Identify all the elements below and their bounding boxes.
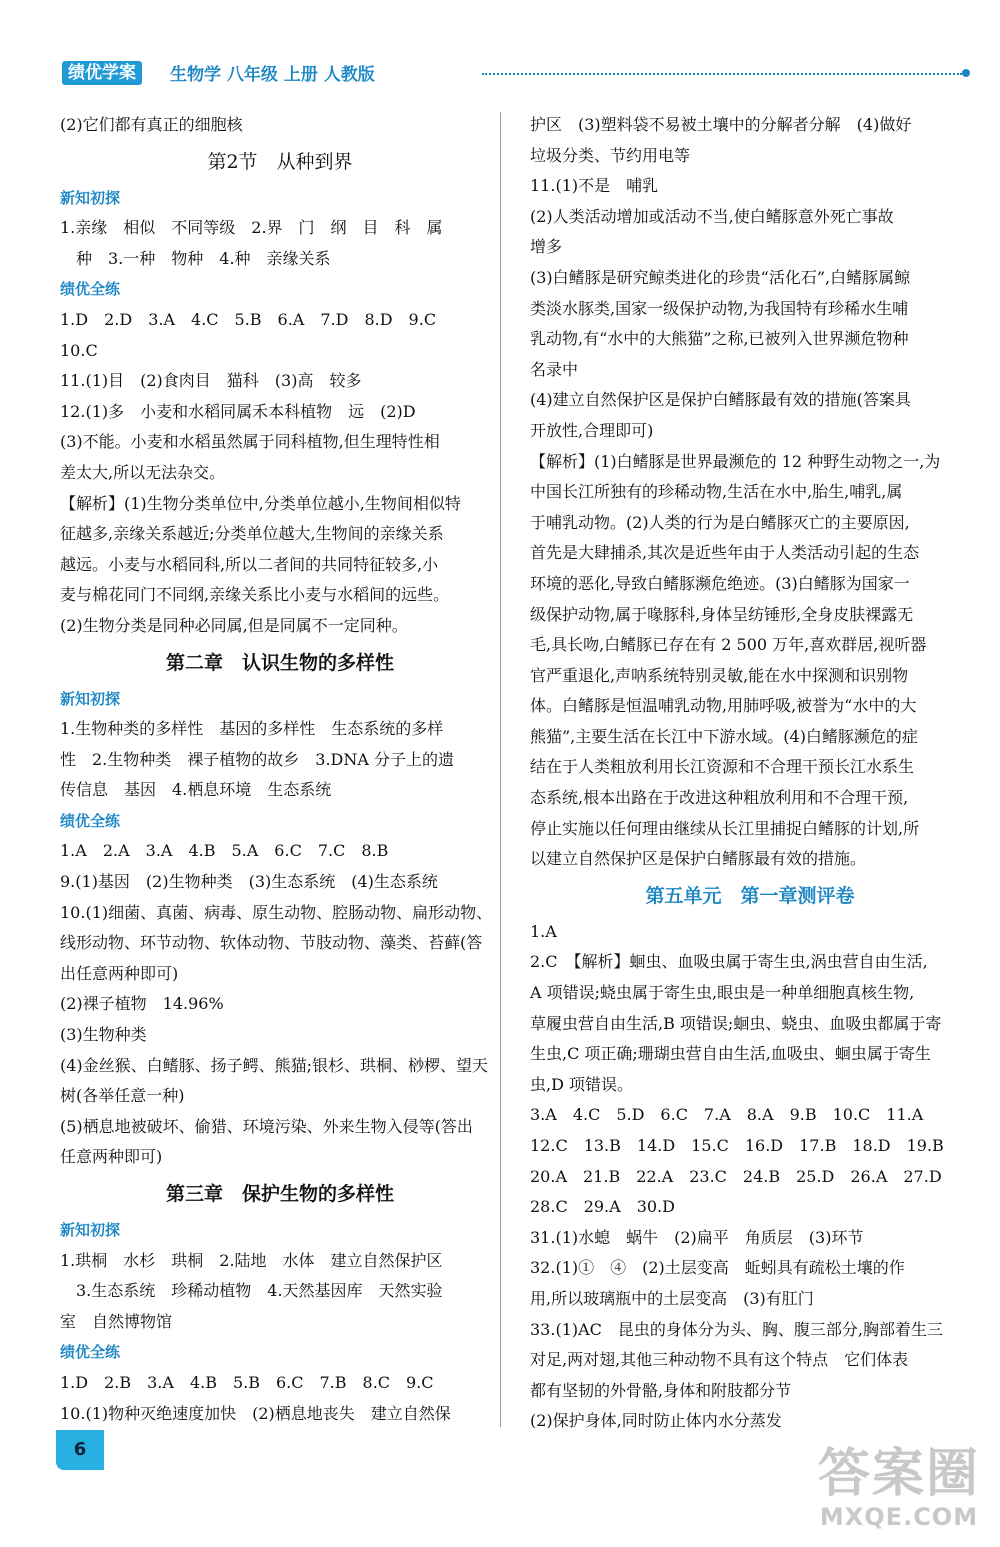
text-line: 1.A 2.A 3.A 4.B 5.A 6.C 7.C 8.B: [60, 841, 389, 861]
text-line: 11.(1)不是 哺乳: [530, 176, 659, 196]
text-line: (2)生物分类是同种必同属,但是同属不一定同种。: [60, 615, 408, 635]
text-line: 体。白鳍豚是恒温哺乳动物,用肺呼吸,被誉为“水中的大: [530, 696, 917, 716]
text-line: 用,所以玻璃瓶中的土层变高 (3)有肛门: [530, 1288, 814, 1308]
text-line: 32.(1)① ④ (2)土层变高 蚯蚓具有疏松土壤的作: [530, 1258, 905, 1278]
text-line: 1.A: [530, 921, 557, 941]
subsection-label: 绩优全练: [60, 280, 121, 299]
text-line: 出任意两种即可): [60, 963, 179, 983]
text-line: (3)生物种类: [60, 1025, 147, 1045]
text-line: 差太大,所以无法杂交。: [60, 462, 226, 482]
watermark-logo: 答案圈: [817, 1444, 980, 1504]
text-line: 1.D 2.B 3.A 4.B 5.B 6.C 7.B 8.C 9.C: [60, 1372, 434, 1392]
unit-heading: 第五单元 第一章测评卷: [645, 884, 855, 907]
text-line: 以建立自然保护区是保护白鳍豚最有效的措施。: [530, 849, 867, 869]
text-line: 中国长江所独有的珍稀动物,生活在水中,胎生,哺乳,属: [530, 482, 903, 502]
header-dot-end: [962, 69, 970, 77]
chapter-heading: 第三章 保护生物的多样性: [165, 1183, 394, 1205]
text-line: 官严重退化,声呐系统特别灵敏,能在水中探测和识别物: [530, 665, 909, 685]
text-line: 31.(1)水螅 蜗牛 (2)扁平 角质层 (3)环节: [530, 1227, 864, 1247]
text-line: 9.(1)基因 (2)生物种类 (3)生态系统 (4)生态系统: [60, 872, 438, 892]
text-line: 态系统,根本出路在于改进这种粗放利用和不合理干预,: [530, 788, 909, 808]
text-line: 护区 (3)塑料袋不易被土壤中的分解者分解 (4)做好: [530, 115, 912, 134]
text-line: 级保护动物,属于喙豚科,身体呈纺锤形,全身皮肤裸露无: [530, 604, 914, 624]
text-line: (4)建立自然保护区是保护白鳍豚最有效的措施(答案具: [530, 390, 911, 410]
column-divider: [500, 112, 501, 1427]
text-line: 虫,D 项错误。: [530, 1074, 634, 1094]
text-line: (2)它们都有真正的细胞核: [60, 115, 243, 134]
text-line: 室 自然博物馆: [60, 1311, 173, 1331]
text-line: (3)白鳍豚是研究鲸类进化的珍贵“活化石”,白鳍豚属鲸: [530, 267, 911, 287]
subsection-label: 绩优全练: [60, 1343, 121, 1362]
text-line: (2)裸子植物 14.96%: [60, 994, 224, 1014]
text-line: 【解析】(1)白鳍豚是世界最濒危的 12 种野生动物之一,为: [530, 451, 941, 471]
text-line: 增多: [530, 237, 563, 257]
page-header: [62, 58, 972, 88]
text-line: 【解析】(1)生物分类单位中,分类单位越小,生物间相似特: [60, 493, 461, 513]
text-line: 麦与棉花同门不同纲,亲缘关系比小麦与水稻间的远些。: [60, 585, 450, 605]
text-line: 草履虫营自由生活,B 项错误;蛔虫、蛲虫、血吸虫都属于寄: [530, 1013, 942, 1033]
text-line: 性 2.生物种类 裸子植物的故乡 3.DNA 分子上的遗: [60, 749, 455, 769]
text-line: 环境的恶化,导致白鳍豚濒危绝迹。(3)白鳍豚为国家一: [530, 573, 910, 593]
text-line: 传信息 基因 4.栖息环境 生态系统: [60, 780, 332, 800]
text-line: 停止实施以任何理由继续从长江里捕捉白鳍豚的计划,所: [530, 818, 920, 838]
chapter-heading: 第二章 认识生物的多样性: [165, 651, 394, 674]
text-line: 12.(1)多 小麦和水稻同属禾本科植物 远 (2)D: [60, 401, 416, 421]
text-line: 熊猫”,主要生活在长江中下游水域。(4)白鳍豚濒危的症: [530, 726, 918, 746]
text-line: 生虫,C 项正确;珊瑚虫营自由生活,血吸虫、蛔虫属于寄生: [530, 1044, 931, 1064]
text-line: (3)不能。小麦和水稻虽然属于同科植物,但生理特性相: [60, 432, 440, 452]
text-line: 33.(1)AC 昆虫的身体分为头、胸、腹三部分,胸部着生三: [530, 1319, 943, 1339]
text-line: 对足,两对翅,其他三种动物不具有这个特点 它们体表: [530, 1350, 909, 1370]
subsection-label: 绩优全练: [60, 811, 121, 830]
text-line: 3.生态系统 珍稀动植物 4.天然基因库 天然实验: [60, 1281, 443, 1301]
text-line: 11.(1)目 (2)食肉目 猫科 (3)高 较多: [60, 371, 362, 391]
text-line: 于哺乳动物。(2)人类的行为是白鳍豚灭亡的主要原因,: [530, 512, 910, 532]
text-line: 种 3.一种 物种 4.种 亲缘关系: [60, 248, 331, 268]
text-line: 20.A 21.B 22.A 23.C 24.B 25.D 26.A 27.D: [530, 1166, 942, 1186]
text-line: 名录中: [530, 359, 579, 379]
text-line: 1.亲缘 相似 不同等级 2.界 门 纲 目 科 属: [60, 218, 443, 238]
text-line: 树(各举任意一种): [60, 1086, 185, 1106]
text-line: 类淡水豚类,国家一级保护动物,为我国特有珍稀水生哺: [530, 298, 909, 318]
text-line: 开放性,合理即可): [530, 420, 654, 440]
text-line: 2.C 【解析】蛔虫、血吸虫属于寄生虫,涡虫营自由生活,: [530, 952, 928, 972]
text-line: (2)保护身体,同时防止体内水分蒸发: [530, 1411, 782, 1431]
text-line: 28.C 29.A 30.D: [530, 1197, 675, 1217]
text-line: 线形动物、环节动物、软体动物、节肢动物、藻类、苔藓(答: [60, 933, 483, 953]
watermark: [818, 1445, 980, 1531]
left-column: [60, 110, 500, 1429]
subsection-label: 新知初探: [60, 188, 121, 207]
text-line: 1.D 2.D 3.A 4.C 5.B 6.A 7.D 8.D 9.C: [60, 309, 437, 329]
text-line: 10.C: [60, 340, 98, 360]
text-line: 10.(1)细菌、真菌、病毒、原生动物、腔肠动物、扁形动物、: [60, 902, 493, 922]
text-line: 越远。小麦与水稻同科,所以二者间的共同特征较多,小: [60, 554, 439, 574]
text-line: 12.C 13.B 14.D 15.C 16.D 17.B 18.D 19.B: [530, 1136, 944, 1155]
page-number: 6: [56, 1430, 104, 1470]
text-line: (2)人类活动增加或活动不当,使白鳍豚意外死亡事故: [530, 206, 894, 226]
text-line: 任意两种即可): [60, 1147, 163, 1167]
text-line: 1.生物种类的多样性 基因的多样性 生态系统的多样: [60, 719, 444, 739]
book-title: 生物学 八年级 上册 人教版: [170, 65, 375, 85]
series-logo: 绩优学案: [62, 61, 142, 85]
text-line: A 项错误;蛲虫属于寄生虫,眼虫是一种单细胞真核生物,: [530, 983, 915, 1003]
text-line: 乳动物,有“水中的大熊猫”之称,已被列入世界濒危物种: [530, 329, 909, 349]
text-line: (5)栖息地被破坏、偷猎、环境污染、外来生物入侵等(答出: [60, 1116, 473, 1136]
right-column: [530, 110, 970, 1437]
text-line: 结在于人类粗放利用长江资源和不合理干预长江水系生: [530, 757, 915, 777]
text-line: 3.A 4.C 5.D 6.C 7.A 8.A 9.B 10.C 11.A: [530, 1105, 924, 1125]
text-line: 都有坚韧的外骨骼,身体和附肢都分节: [530, 1380, 792, 1400]
section-heading: 第2节 从种到界: [207, 150, 353, 173]
text-line: 征越多,亲缘关系越近;分类单位越大,生物间的亲缘关系: [60, 524, 444, 544]
text-line: 首先是大肆捕杀,其次是近些年由于人类活动引起的生态: [530, 543, 920, 563]
watermark-url: MXQE.COM: [819, 1503, 979, 1531]
text-line: 垃圾分类、节约用电等: [530, 145, 691, 165]
text-line: 毛,具长吻,白鳍豚已存在有 2 500 万年,喜欢群居,视听器: [530, 635, 927, 655]
text-line: 1.珙桐 水杉 珙桐 2.陆地 水体 建立自然保护区: [60, 1250, 443, 1270]
text-line: 10.(1)物种灭绝速度加快 (2)栖息地丧失 建立自然保: [60, 1403, 451, 1423]
header-dotted-rule: [482, 73, 962, 75]
subsection-label: 新知初探: [60, 689, 121, 708]
text-line: (4)金丝猴、白鳍豚、扬子鳄、熊猫;银杉、珙桐、桫椤、望天: [60, 1055, 489, 1075]
subsection-label: 新知初探: [60, 1221, 121, 1239]
